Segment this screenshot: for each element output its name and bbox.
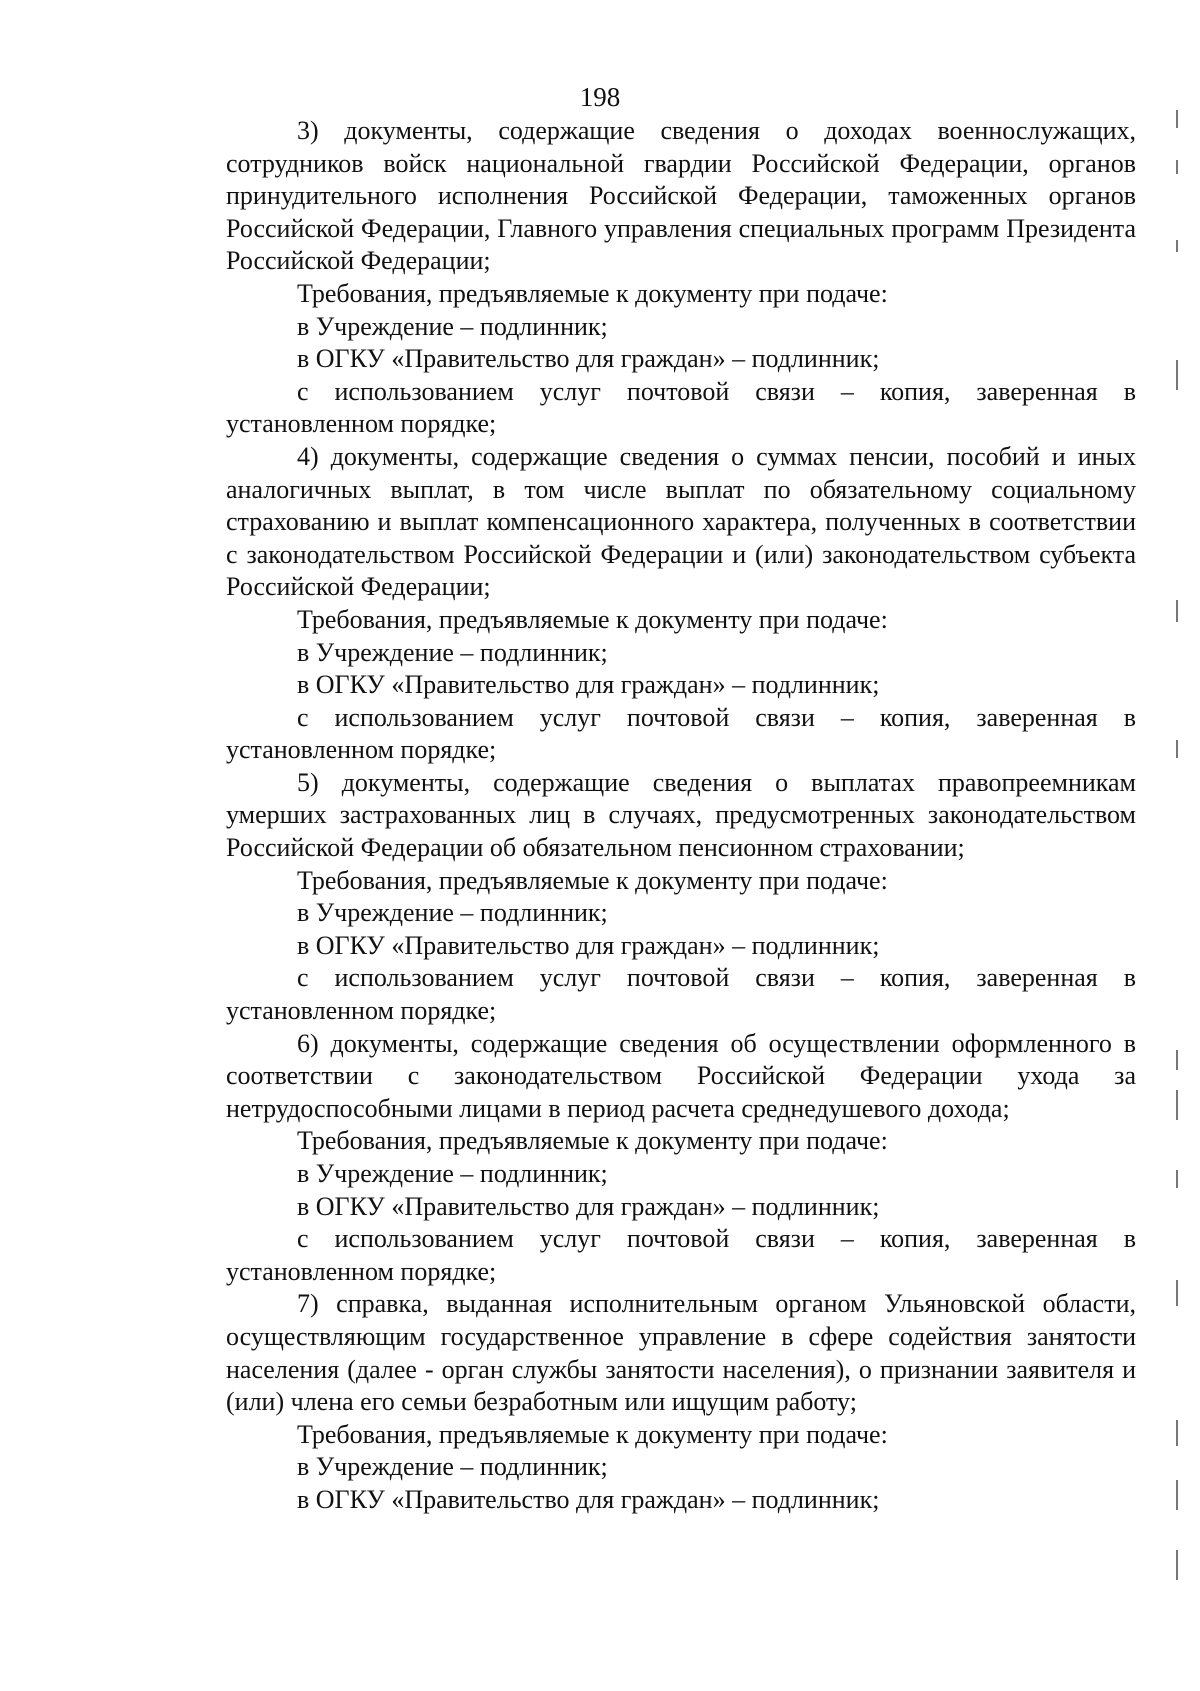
requirement-ogku: в ОГКУ «Правительство для граждан» – подлинник;: [297, 1484, 880, 1514]
paragraph-item-5: 5) документы, содержащие сведения о выплатах правопреемникам умерших застрахованных лиц в случаях, предусмотренных законодательством Российской Федерации об обязательном пенсионном страховании;: [226, 767, 1136, 863]
requirement-institution: в Учреждение – подлинник;: [297, 898, 608, 928]
scan-mark: [1176, 1280, 1178, 1306]
requirement-ogku: в ОГКУ «Правительство для граждан» – подлинник;: [297, 344, 880, 374]
requirement-postal: с использованием услуг почтовой связи – копия, заверенная в установленном порядке;: [226, 702, 1136, 765]
requirement-ogku: в ОГКУ «Правительство для граждан» – подлинник;: [297, 1191, 880, 1221]
requirements-heading: Требования, предъявляемые к документу при подаче:: [297, 865, 888, 895]
scan-mark: [1176, 1090, 1178, 1120]
scan-mark: [1176, 1050, 1178, 1070]
requirement-ogku: в ОГКУ «Правительство для граждан» – подлинник;: [297, 670, 880, 700]
requirement-postal: с использованием услуг почтовой связи – копия, заверенная в установленном порядке;: [226, 1224, 1136, 1286]
requirement-institution: в Учреждение – подлинник;: [297, 311, 608, 341]
scan-edge-marks: [1176, 90, 1179, 1650]
requirements-heading: Требования, предъявляемые к документу при подаче:: [297, 604, 888, 634]
requirements-heading: Требования, предъявляемые к документу при подаче:: [297, 1419, 888, 1449]
requirement-postal: с использованием услуг почтовой связи – копия, заверенная в установленном порядке;: [226, 376, 1136, 439]
scan-mark: [1176, 360, 1178, 390]
paragraph-item-4: 4) документы, содержащие сведения о суммах пенсии, пособий и иных аналогичных выплат, в том числе выплат по обязательному социальному страхованию и выплат компенсационного характера, полученных в соответствии с законодательством Российской Федерации и (или) законодательством субъекта Российской Федерации;: [226, 441, 1136, 602]
scan-mark: [1176, 600, 1178, 622]
scan-mark: [1176, 240, 1178, 252]
requirement-institution: в Учреждение – подлинник;: [297, 1452, 608, 1482]
requirement-ogku: в ОГКУ «Правительство для граждан» – подлинник;: [297, 930, 880, 960]
scan-mark: [1176, 1420, 1178, 1446]
page-number: 198: [579, 82, 621, 112]
scan-mark: [1176, 1550, 1178, 1580]
paragraph-item-3: 3) документы, содержащие сведения о доходах военнослужащих, сотрудников войск национальной гвардии Российской Федерации, органов принудительного исполнения Российской Федерации, таможенных органов Российской Федерации, Главного управления специальных программ Президента Российской Федерации;: [226, 116, 1136, 276]
requirement-institution: в Учреждение – подлинник;: [297, 637, 608, 667]
scan-mark: [1176, 1170, 1178, 1188]
requirements-heading: Требования, предъявляемые к документу при подаче:: [297, 278, 888, 308]
requirement-institution: в Учреждение – подлинник;: [297, 1159, 608, 1188]
paragraph-item-7: 7) справка, выданная исполнительным органом Ульяновской области, осуществляющим государственное управление в сфере содействия занятости населения (далее - орган службы занятости населения), о признании заявителя и (или) члена его семьи безработным или ищущим работу;: [226, 1289, 1136, 1417]
requirement-postal: с использованием услуг почтовой связи – копия, заверенная в установленном порядке;: [226, 963, 1136, 1026]
scan-mark: [1176, 160, 1178, 174]
document-body: [226, 115, 1136, 1517]
scan-mark: [1176, 740, 1178, 758]
scan-mark: [1176, 110, 1178, 128]
requirements-heading: Требования, предъявляемые к документу при подаче:: [297, 1126, 888, 1156]
scan-mark: [1176, 1480, 1178, 1510]
paragraph-item-6: 6) документы, содержащие сведения об осуществлении оформленного в соответствии с законодательством Российской Федерации ухода за нетрудоспособными лицами в период расчета среднедушевого дохода;: [226, 1028, 1136, 1123]
